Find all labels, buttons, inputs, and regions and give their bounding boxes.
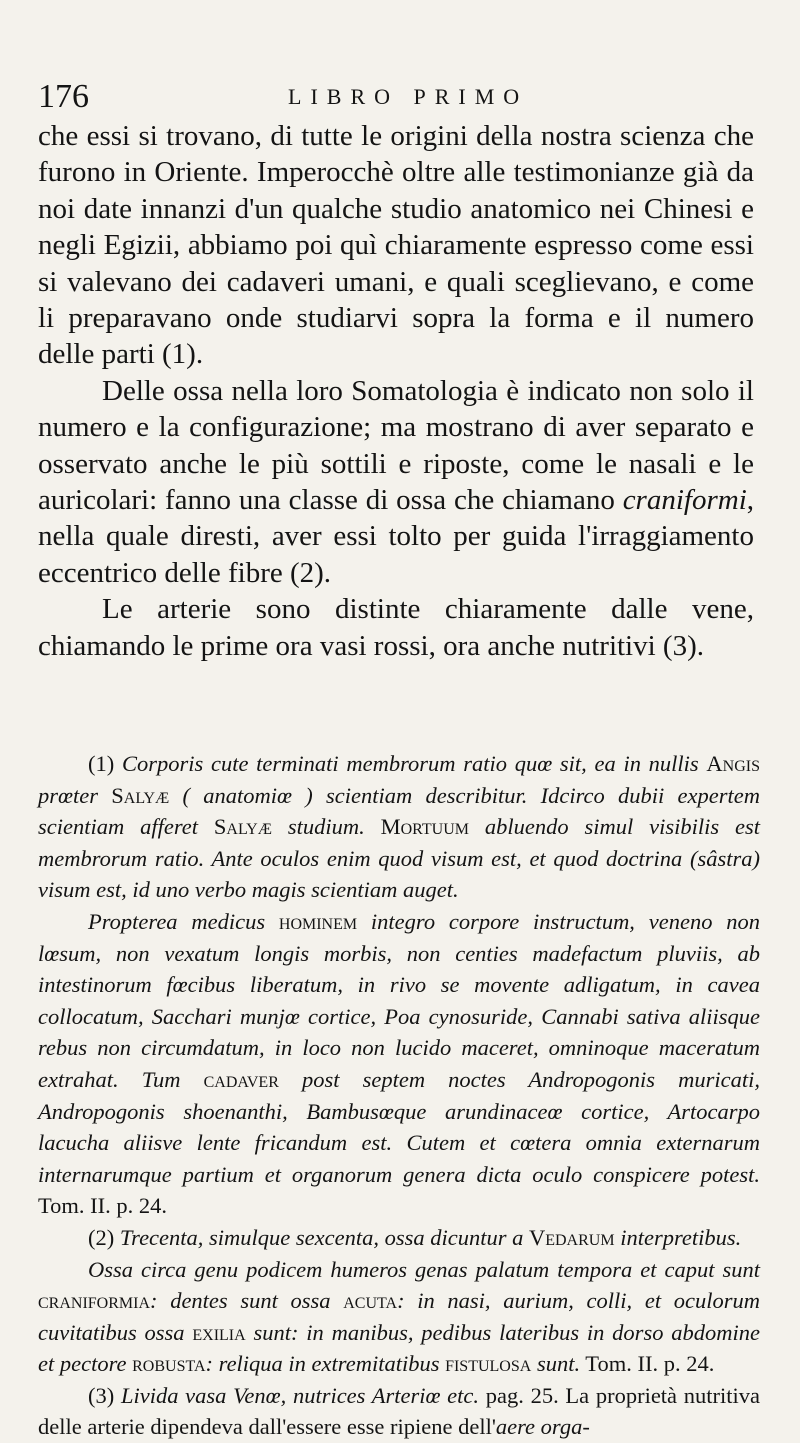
footnote-1-smallcaps: Angis [706, 751, 760, 776]
footnote-2-text: sunt: in manibus, pedibus lateribus in dorso abdomine et pectore [38, 1319, 760, 1377]
footnote-2-smallcaps: exilia [192, 1319, 246, 1345]
footnote-1-smallcaps: Mortuum [380, 814, 469, 840]
footnote-1-text: Corporis cute terminati membrorum ratio quœ sit, ea in nullis [114, 751, 707, 776]
footnote-2-smallcaps: Vedarum [528, 1224, 615, 1250]
footnote-1-smallcaps: Salyæ [111, 782, 170, 808]
running-title: LIBRO PRIMO [288, 84, 529, 109]
paragraph-1: che essi si trovano, di tutte le origini della nostra scienza che furono in Oriente. Imperocchè oltre alle testimonianze già da noi date innanzi d'un qualche studio anatomico nei Chinesi e negli Egizii, abbiamo poi quì chiaramente espresso come essi si valevano dei cadaveri umani, e quali sceglievano, e come li preparavano onde studiarvi sopra la forma e il numero delle parti (1). [38, 120, 754, 371]
page-header [38, 78, 760, 118]
footnote-1-text: studium. [271, 814, 381, 840]
footnote-2-text: interpretibus. [614, 1224, 742, 1250]
footnote-3-marker: (3) [88, 1382, 115, 1408]
footnotes [38, 748, 760, 1443]
paragraph-2 [38, 373, 754, 591]
footnote-1-text: Propterea medicus [88, 908, 279, 934]
footnote-1-reference: Tom. II. p. 24. [38, 1193, 168, 1219]
footnote-3-text: Livida vasa Venœ, nutrices Arteriœ etc. [114, 1382, 480, 1408]
paragraph-2-text-b: , nella quale diresti, aver essi tolto per guida l'irraggiamento eccentrico delle fibre (2). [38, 484, 754, 589]
footnote-2-text: : dentes sunt ossa [150, 1288, 344, 1314]
footnote-1-continued [38, 906, 760, 1222]
footnote-2-smallcaps: fistulosa [445, 1351, 532, 1377]
page-number: 176 [38, 78, 89, 115]
footnote-2-text: Trecenta, simulque sexcenta, ossa dicuntur a [114, 1224, 529, 1250]
footnote-1-smallcaps: cadaver [203, 1066, 279, 1092]
footnote-2-reference: Tom. II. p. 24. [580, 1351, 715, 1377]
paragraph-3: Le arterie sono distinte chiaramente dalle vene, chiamando le prime ora vasi rossi, ora anche nutritivi (3). [38, 593, 754, 662]
footnote-1-text: prœter [38, 782, 112, 808]
footnote-1-text: integro corpore instructum, veneno non lœsum, non vexatum longis morbis, non centies madefactum pluviis, ab intestinorum fœcibus liberatum, in rivo se movente adligatum, in cavea collocatum, Sacchari munjœ cortice, Poa cynosuride, Cannabi sativa aliisque rebus non circumdatum, in loco non lucido maceret, omninoque maceratum extrahat. Tum [38, 908, 760, 1092]
footnote-1-text: ( anatomiœ ) scientiam describitur. Idcirco dubii expertem scientiam afferet [38, 782, 760, 840]
footnote-1-text: abluendo simul visibilis est membrorum ratio. Ante oculos enim quod visum est, et quod doctrina (sâstra) visum est, id uno verbo magis scientiam auget. [38, 814, 761, 903]
footnote-2 [38, 1222, 760, 1254]
footnote-2-smallcaps: robusta [132, 1351, 206, 1377]
footnote-1-smallcaps: hominem [278, 908, 358, 934]
footnote-2-smallcaps: acuta [343, 1288, 398, 1314]
footnote-2-continued [38, 1254, 760, 1380]
footnote-2-text: Ossa circa genu podicem humeros genas palatum tempora et caput sunt [88, 1256, 760, 1282]
footnote-1 [38, 748, 760, 906]
footnote-3 [38, 1380, 760, 1443]
footnote-2-smallcaps: craniformia [38, 1288, 151, 1314]
footnote-3-text: pag. 25. La proprietà nutritiva delle arterie dipendeva dall'essere esse ripiene dell' [38, 1382, 760, 1440]
footnote-3-text: aere orga- [495, 1414, 590, 1440]
footnote-2-text: : in nasi, aurium, colli, et oculorum cuvitatibus ossa [38, 1288, 760, 1345]
footnote-2-text: sunt. [531, 1351, 581, 1377]
footnote-1-marker: (1) [88, 751, 115, 776]
footnote-2-text: : reliqua in extremitatibus [205, 1351, 446, 1377]
footnote-2-marker: (2) [88, 1224, 115, 1250]
footnote-1-text: post septem noctes Andropogonis muricati, Andropogonis shoenanthi, Bambusœque arundinaceœ cortice, Artocarpo lacucha aliisve lente fricandum est. Cutem et cœtera omnia externarum internarumque partium et organorum genera dicta oculo conspicere potest. [38, 1066, 760, 1187]
paragraph-2-italic-term: craniformi [622, 484, 747, 517]
footnote-1-smallcaps: Salyæ [213, 814, 272, 840]
main-text [38, 118, 754, 664]
paragraph-2-text-a: Delle ossa nella loro Somatologia è indicato non solo il numero e la configurazione; ma mostrano di aver separato e osservato anche le più sottili e riposte, come le nasali e le auricolari: fanno una classe di ossa che chiamano [38, 374, 754, 517]
